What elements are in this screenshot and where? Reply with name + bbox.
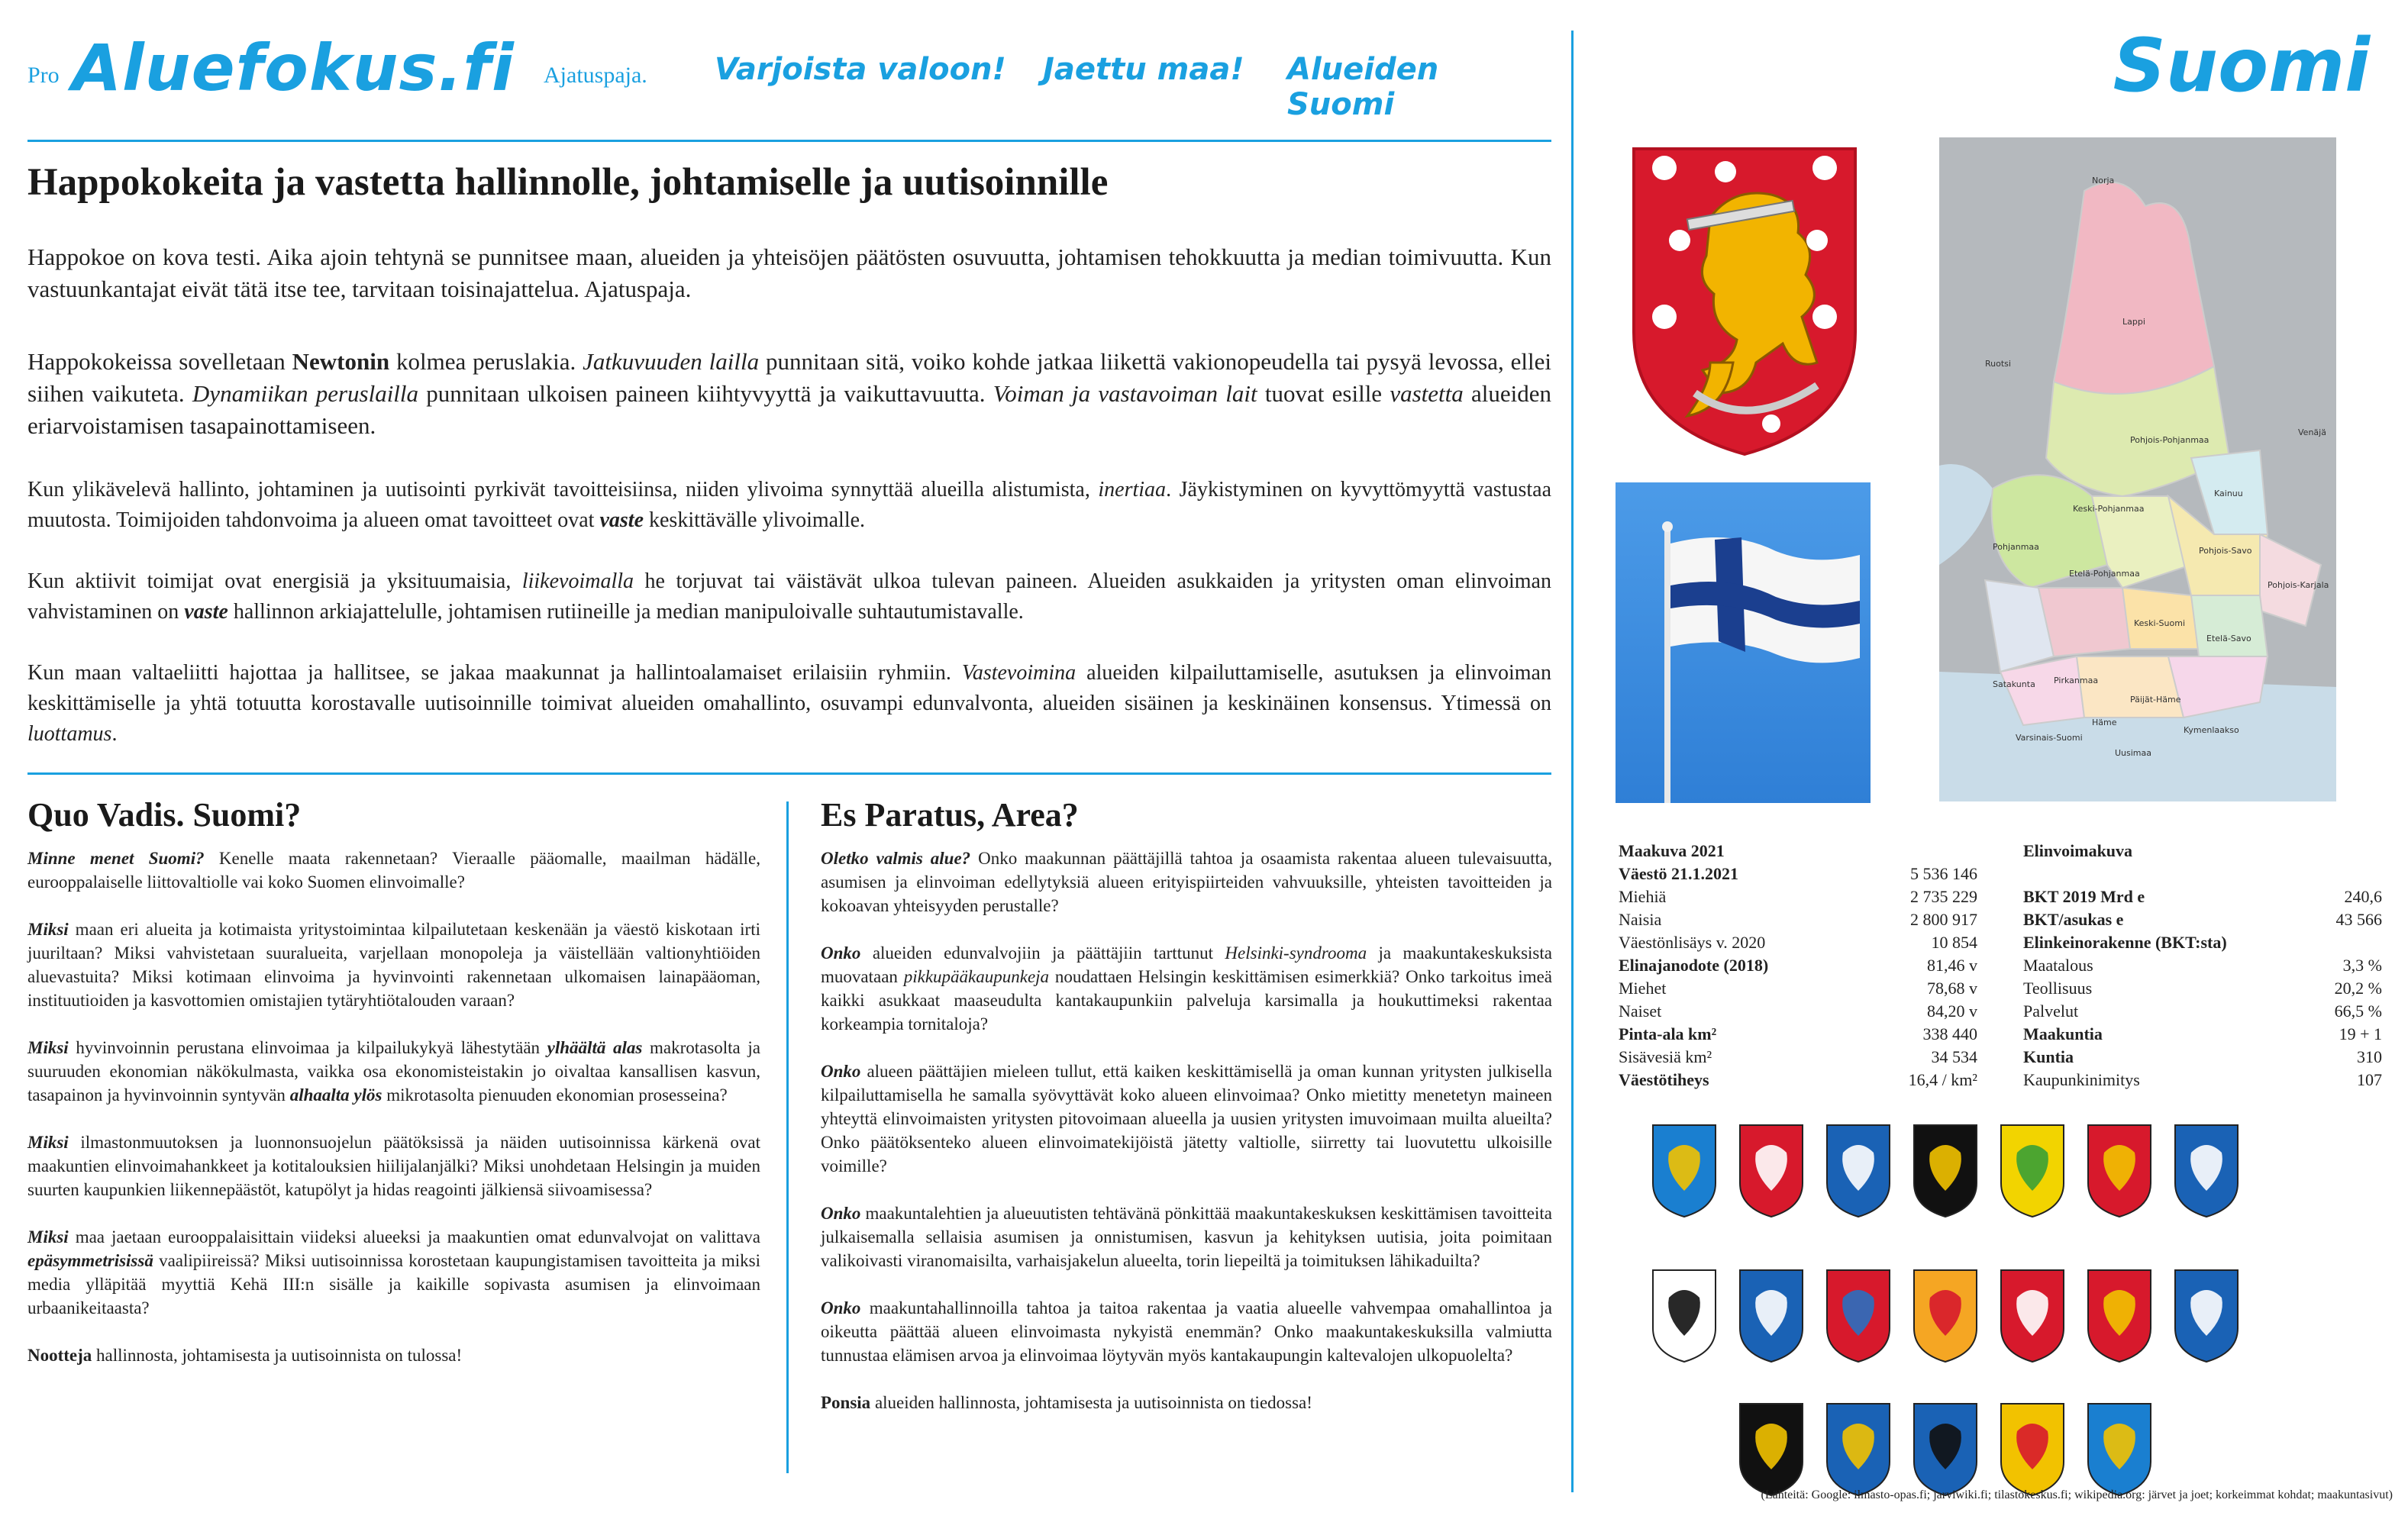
article-title: Happokokeita ja vastetta hallinnolle, johtamiselle ja uutisoinnille bbox=[27, 161, 1109, 204]
elinvoimakuva-value: 3,3 % bbox=[2342, 956, 2382, 975]
map-label-uusimaa: Uusimaa bbox=[2115, 748, 2152, 758]
slogan-1[interactable]: Varjoista valoon! bbox=[715, 52, 1006, 87]
slogan-3[interactable]: Alueiden Suomi bbox=[1287, 52, 1439, 122]
maakuva-label: Sisävesiä km² bbox=[1619, 1047, 1712, 1066]
map-label-kymenlaakso: Kymenlaakso bbox=[2184, 725, 2239, 735]
inertia-paragraph: Kun ylikävelevä hallinto, johtaminen ja uutisointi pyrkivät tavoitteisiinsa, niiden ylivoima synnyttää alueilla alistumista, inertiaa. Jäykistyminen on kyvyttömyyttä vastustaa muutosta. Toimijoiden tahdonvoima ja alueen omat tavoitteet ovat vaste keskittävälle ylivoimalle. bbox=[27, 478, 1551, 532]
regional-crest-icon bbox=[1824, 1267, 1893, 1365]
regional-crest-icon bbox=[2172, 1122, 2241, 1220]
regional-crest-icon bbox=[1824, 1122, 1893, 1220]
ajatuspaja-label: Ajatuspaja. bbox=[544, 63, 647, 88]
maakuva-table bbox=[1619, 840, 1977, 1092]
maakuva-row bbox=[1619, 885, 1977, 908]
maakuva-value: 2 800 917 bbox=[1910, 910, 1977, 929]
elinvoimakuva-label: Kaupunkinimitys bbox=[2023, 1070, 2140, 1089]
maakuva-label: Miehet bbox=[1619, 979, 1667, 998]
map-label-pohjois-karjala: Pohjois-Karjala bbox=[2268, 580, 2329, 590]
maakuva-row bbox=[1619, 977, 1977, 1000]
map-label-etela-pohjanmaa: Etelä-Pohjanmaa bbox=[2069, 569, 2140, 579]
elinvoimakuva-row bbox=[2023, 885, 2382, 908]
map-label-keski-suomi: Keski-Suomi bbox=[2134, 618, 2186, 628]
regional-crest-icon bbox=[1998, 1122, 2067, 1220]
maakuva-row bbox=[1619, 1069, 1977, 1092]
maakuva-row bbox=[1619, 1046, 1977, 1069]
regional-crest-icon bbox=[1911, 1267, 1980, 1365]
elinvoimakuva-value: 240,6 bbox=[2344, 887, 2382, 906]
elinvoimakuva-value: 107 bbox=[2357, 1070, 2382, 1089]
vastevoima-paragraph: Kun maan valtaeliitti hajottaa ja hallitsee, se jakaa maakunnat ja hallintoalamaiset erilaisiin ryhmiin. Vastevoimina alueiden kilpailuttamiselle, asutuksen ja elinvoiman keskittämiselle ja yhtä totuutta korostavalle uutisoinnille toimivat alueiden omahallinto, osuvampi edunvalvonta, alueiden sisäinen ja keskinäinen konsensus. Ytimessä on luottamus. bbox=[27, 661, 1551, 746]
finland-flag-photo bbox=[1616, 482, 1871, 803]
es-paratus-p4: Onko maakuntalehtien ja alueuutisten tehtävänä pönkittää maakuntakeskuksen keskittämisen tavoitteita julkaisemalla sellaisia asumisen ja onnistumisen, kasvun ja kehityksen uutisia, joita poimitaan valikoivasti viranomaisilta, varhaisjakelun alueelta, torin liepeiltä ja toimituksen lähikaduilta? bbox=[821, 1204, 1552, 1270]
header bbox=[27, 23, 1547, 122]
elinvoimakuva-row bbox=[2023, 1069, 2382, 1092]
map-label-pirkanmaa: Pirkanmaa bbox=[2054, 676, 2099, 685]
newton-paragraph: Happokokeissa sovelletaan Newtonin kolmea peruslakia. Jatkuvuuden lailla punnitaan sitä, voiko kohde jatkaa liikettä vakionopeudella tai pysyä levossa, ellei siihen vaikuteta. Dynamiikan peruslailla punnitaan ulkoisen paineen kiihtyvyyttä ja vaikuttavuutta. Voiman ja vastavoiman lait tuovat esille vastetta alueiden eriarvoistamisen tasapainottamiseen. bbox=[27, 348, 1551, 439]
elinvoimakuva-row bbox=[2023, 1046, 2382, 1069]
map-label-pohjois-savo: Pohjois-Savo bbox=[2199, 546, 2252, 556]
map-label-keski-pohjanmaa: Keski-Pohjanmaa bbox=[2073, 504, 2145, 514]
es-paratus-title: Es Paratus, Area? bbox=[821, 796, 1079, 834]
regional-crest-icon bbox=[1911, 1401, 1980, 1498]
map-label-pohjanmaa: Pohjanmaa bbox=[1993, 542, 2039, 552]
map-label-etela-savo: Etelä-Savo bbox=[2206, 634, 2251, 643]
maakuva-row bbox=[1619, 1023, 1977, 1046]
elinvoimakuva-table bbox=[2023, 840, 2382, 1092]
maakuva-label: Väestö 21.1.2021 bbox=[1619, 864, 1739, 883]
map-label-lappi: Lappi bbox=[2122, 317, 2145, 327]
elinvoimakuva-title: Elinvoimakuva bbox=[2023, 841, 2133, 860]
elinvoimakuva-row bbox=[2023, 931, 2382, 954]
maakuva-row bbox=[1619, 954, 1977, 977]
regional-crest-icon bbox=[2085, 1267, 2154, 1365]
map-label-varsinais-suomi: Varsinais-Suomi bbox=[2016, 733, 2083, 743]
elinvoimakuva-row bbox=[2023, 1023, 2382, 1046]
maakuva-row bbox=[1619, 908, 1977, 931]
es-paratus-p1: Oletko valmis alue? Onko maakunnan päättäjillä tahtoa ja osaamista rakentaa alueen tulevaisuutta, asumisen ja elinvoiman edellytyksiä alueen erityispiirteiden vahvuuksille, yhteisten tavoitteiden ja kokoavan yhteisyyden perustalle? bbox=[821, 849, 1552, 915]
maakuva-label: Väestötiheys bbox=[1619, 1070, 1709, 1089]
elinvoimakuva-row bbox=[2023, 977, 2382, 1000]
map-label-hame: Häme bbox=[2092, 718, 2117, 727]
maakuva-value: 34 534 bbox=[1931, 1047, 1977, 1066]
elinvoimakuva-value: 20,2 % bbox=[2334, 979, 2382, 998]
regional-crest-icon bbox=[1998, 1401, 2067, 1498]
elinvoimakuva-row bbox=[2023, 1000, 2382, 1023]
elinvoimakuva-label: Palvelut bbox=[2023, 1001, 2079, 1021]
country-title: Suomi bbox=[2113, 23, 2370, 108]
maakuva-row bbox=[1619, 1000, 1977, 1023]
regional-crest-icon bbox=[1650, 1122, 1719, 1220]
regional-crest-icon bbox=[1737, 1267, 1806, 1365]
es-paratus-p2: Onko alueiden edunvalvojiin ja päättäjiin tarttunut Helsinki-syndrooma ja maakuntakeskuksista muovataan pikkupääkaupunkeja noudattaen Helsingin keskittämisen esimerkkiä? Onko tarkoitus imeä kaikki asukkaat maaseudulta kantakaupunkiin palveluja karsimalla ja houkuttimeksi rakentaa korkeampia tornitaloja? bbox=[821, 943, 1553, 1034]
finland-regions-map bbox=[1939, 137, 2336, 801]
maakuva-label: Naisia bbox=[1619, 910, 1662, 929]
elinvoimakuva-label: BKT 2019 Mrd e bbox=[2023, 887, 2145, 906]
regional-crest-icon bbox=[1650, 1267, 1719, 1365]
maakuva-label: Elinajanodote (2018) bbox=[1619, 956, 1769, 975]
elinvoimakuva-label: Kuntia bbox=[2023, 1047, 2074, 1066]
regional-crest-icon bbox=[1911, 1122, 1980, 1220]
elinvoimakuva-label: Teollisuus bbox=[2023, 979, 2093, 998]
site-logo[interactable]: Aluefokus.fi bbox=[72, 31, 515, 105]
quo-vadis-title: Quo Vadis. Suomi? bbox=[27, 796, 302, 834]
map-label-venaja: Venäjä bbox=[2298, 427, 2326, 437]
maakuva-value: 2 735 229 bbox=[1910, 887, 1977, 906]
map-label-pohjois-pohjanmaa: Pohjois-Pohjanmaa bbox=[2130, 435, 2209, 445]
regional-crest-icon bbox=[1998, 1267, 2067, 1365]
regional-crest-icon bbox=[1824, 1401, 1893, 1498]
maakuva-value: 78,68 v bbox=[1927, 979, 1977, 998]
es-paratus-p6: Ponsia alueiden hallinnosta, johtamisesta ja uutisoinnista on tiedossa! bbox=[821, 1393, 1312, 1412]
elinvoimakuva-value: 19 + 1 bbox=[2339, 1024, 2382, 1043]
intro-paragraph: Happokoe on kova testi. Aika ajoin tehtynä se punnitsee maan, alueiden ja yhteisöjen päätösten osuvuutta, johtamisen tehokkuutta ja median toimivuutta. Kun vastuunkantajat eivät tätä itse tee, tarvitaan toisinajattelua. Ajatuspaja. bbox=[27, 243, 1551, 302]
elinvoimakuva-label: Maakuntia bbox=[2023, 1024, 2103, 1043]
map-label-kainuu: Kainuu bbox=[2214, 489, 2243, 498]
maakuva-row bbox=[1619, 863, 1977, 885]
elinvoimakuva-value: 43 566 bbox=[2335, 910, 2382, 929]
maakuva-value: 84,20 v bbox=[1927, 1001, 1977, 1021]
maakuva-value: 338 440 bbox=[1922, 1024, 1977, 1043]
section-divider bbox=[27, 772, 1551, 775]
liikevoima-paragraph: Kun aktiivit toimijat ovat energisiä ja yksituumaisia, liikevoimalla he torjuvat tai väistävät ulkoa tulevan paineen. Alueiden asukkaiden ja yritysten oman elinvoiman vahvistaminen on vaste hallinnon arkiajattelulle, johtamisen rutiineille ja median manipuloivalle suhtautumistavalle. bbox=[27, 569, 1551, 624]
regional-crest-icon bbox=[2085, 1401, 2154, 1498]
maakuva-value: 16,4 / km² bbox=[1908, 1070, 1977, 1089]
elinvoimakuva-label: Maatalous bbox=[2023, 956, 2093, 975]
maakuva-title: Maakuva 2021 bbox=[1619, 841, 1725, 860]
pro-label: Pro bbox=[27, 63, 60, 88]
quo-vadis-column bbox=[27, 796, 761, 1391]
maakuva-label: Väestönlisäys v. 2020 bbox=[1619, 933, 1766, 952]
es-paratus-p3: Onko alueen päättäjien mieleen tullut, että kaiken keskittämisellä ja oman kunnan yritysten julkisella kilpailuttamisella he samalla syövyttävät koko alueen elinvoimaa? Onko mietitty menetetyn maineen yhteyttä elinvoimaisten yritysten pitovoimaan alueella ja uusien yritysten imuvoimaan muilta alueilta? Onko päätöksenteko alueen elinvoimatekijöistä jätetty valtiolle, siirretty tai luovutettu ulkoisille voimille? bbox=[821, 1062, 1552, 1176]
map-label-satakunta: Satakunta bbox=[1993, 679, 2035, 689]
regional-crest-icon bbox=[2085, 1122, 2154, 1220]
quo-vadis-p3: Miksi hyvinvoinnin perustana elinvoimaa ja kilpailukykyä lähestytään ylhäältä alas makrotasolta ja suuruuden ekonomian näkökulmasta, vaikka osa ekonomisteistakin jo oivaltaa kansallisen kasvun, tasapainon ja hyvinvoinnin syntyvän alhaalta ylös mikrotasolta pienuuden ekonomian prosesseina? bbox=[27, 1038, 760, 1105]
elinvoimakuva-label: BKT/asukas e bbox=[2023, 910, 2124, 929]
sources-note: (Lähteitä: Google: ilmasto-opas.fi; jarviwiki.fi; tilastokeskus.fi; wikipedia.org: järvet ja joet; korkeimmat kohdat; maakuntasivut) bbox=[1761, 1488, 2393, 1501]
regional-crest-icon bbox=[1737, 1401, 1806, 1498]
quo-vadis-p2: Miksi maan eri alueita ja kotimaista yritystoimintaa kilpailutetaan keskenään ja väestö kiskotaan irti juuriltaan? Miksi vahvistetaan suuralueita, varjellaan monopoleja ja väistellään valtionyhtiöiden aluevastuita? Miksi kotimaan elinvoima ja hyvinvointi rakennetaan ulkomaisen lainapääoman, instituutioiden ja kasvottomien omistajien tytäryhtiötalouden varaan? bbox=[27, 920, 760, 1010]
maakuva-value: 5 536 146 bbox=[1910, 864, 1977, 883]
finland-coat-of-arms bbox=[1619, 134, 1871, 462]
header-divider bbox=[27, 140, 1551, 142]
maakuva-label: Miehiä bbox=[1619, 887, 1667, 906]
regional-crest-icon bbox=[1737, 1122, 1806, 1220]
elinvoimakuva-value: 310 bbox=[2357, 1047, 2382, 1066]
maakuva-label: Naiset bbox=[1619, 1001, 1662, 1021]
quo-vadis-p5: Miksi maa jaetaan eurooppalaisittain viideksi alueeksi ja maakuntien omat edunvalvojat on valittava epäsymmetrisissä vaalipiireissä? Miksi uutisoinnissa korostetaan kaupungistamisen tavoitteita ja miksi media ylläpitää myyttiä Kehä III:n sisälle ja kaikille sopivasta asumisen ja elinvoimaan urbaanikeitaasta? bbox=[27, 1227, 760, 1317]
elinvoimakuva-row bbox=[2023, 954, 2382, 977]
quo-vadis-p4: Miksi ilmastonmuutoksen ja luonnonsuojelun päätöksissä ja näiden uutisoinnissa kärkenä ovat maakuntien elinvoimahankkeet ja kotitalouksien hiilijalanjälki? Miksi unohdetaan Helsingin ja muiden suurten kaupunkien liikennepäästöt, katupölyt ja hidas reagointi jälkiensä siivoamisessa? bbox=[27, 1133, 760, 1199]
vertical-divider-columns bbox=[786, 801, 789, 1473]
map-label-paijat-hame: Päijät-Häme bbox=[2130, 695, 2181, 705]
maakuva-value: 81,46 v bbox=[1927, 956, 1977, 975]
elinvoimakuva-label: Elinkeinorakenne (BKT:sta) bbox=[2023, 933, 2227, 952]
es-paratus-column bbox=[821, 796, 1553, 1438]
quo-vadis-p1: Minne menet Suomi? Kenelle maata rakennetaan? Vieraalle pääomalle, maailman hädälle, eurooppalaiselle liittovaltiolle vai koko Suomen elinvoimalle? bbox=[27, 849, 761, 892]
elinvoimakuva-value: 66,5 % bbox=[2334, 1001, 2382, 1021]
vertical-divider-main bbox=[1571, 31, 1574, 1492]
es-paratus-p5: Onko maakuntahallinnoilla tahtoa ja taitoa rakentaa ja vaatia alueelle vahvempaa omahallintoa ja oikeutta päättää alueen elinvoimasta nykyistä enemmän? Onko maakuntakeskuksilla valmiutta tunnustaa elämisen arvoa ja elinvoimaa löytyvän myös kantakaupungin kaltevalojen ulkopuolelta? bbox=[821, 1298, 1552, 1365]
slogan-2[interactable]: Jaettu maa! bbox=[1043, 52, 1244, 87]
maakuva-row bbox=[1619, 931, 1977, 954]
elinvoimakuva-row bbox=[2023, 908, 2382, 931]
maakuva-value: 10 854 bbox=[1931, 933, 1977, 952]
regional-crest-icon bbox=[2172, 1267, 2241, 1365]
maakuva-label: Pinta-ala km² bbox=[1619, 1024, 1717, 1043]
quo-vadis-p6: Nootteja hallinnosta, johtamisesta ja uutisoinnista on tulossa! bbox=[27, 1346, 463, 1365]
map-label-ruotsi: Ruotsi bbox=[1985, 359, 2011, 369]
map-label-norja: Norja bbox=[2092, 176, 2115, 185]
